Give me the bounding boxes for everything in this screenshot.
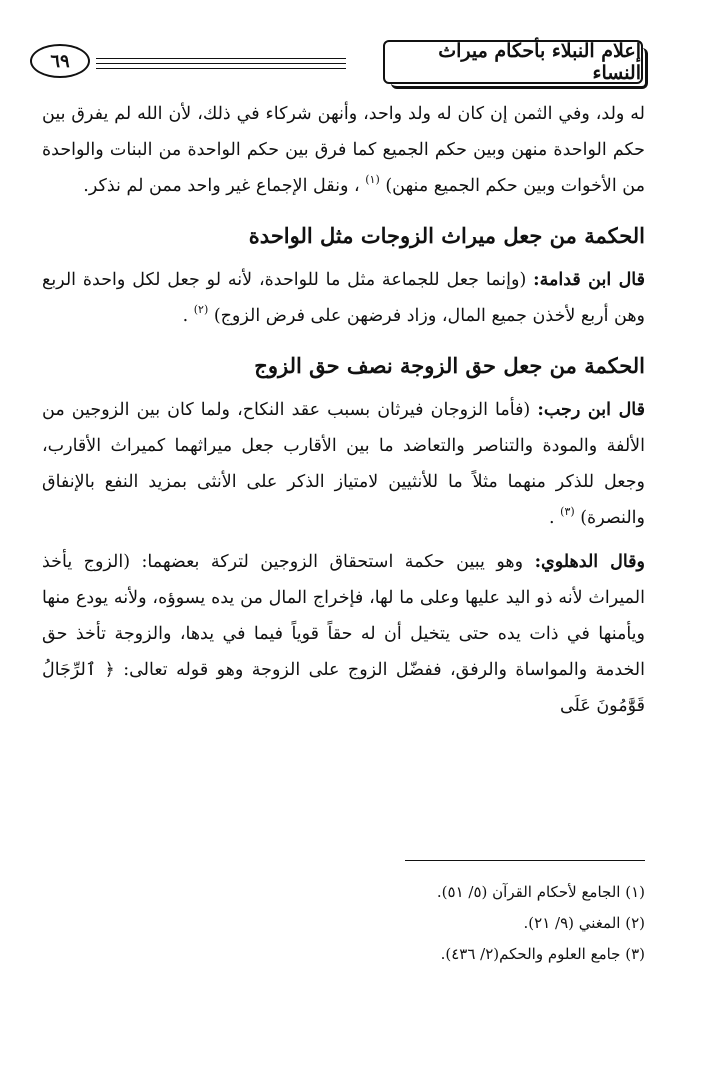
quote-author: قال ابن قدامة: xyxy=(533,270,645,290)
header-rule xyxy=(96,68,346,69)
footnote-ref: (٢) xyxy=(193,303,209,316)
paragraph-text: ، ونقل الإجماع غير واحد ممن لم نذكر. xyxy=(83,176,360,196)
footnote: (٣) جامع العلوم والحكم(٢/ ٤٣٦). xyxy=(440,945,645,963)
paragraph xyxy=(42,392,645,536)
paragraph-text: . xyxy=(182,306,189,326)
page-number: ٦٩ xyxy=(30,44,90,78)
paragraph-text: . xyxy=(548,508,555,528)
section-heading: الحكمة من جعل ميراث الزوجات مثل الواحدة xyxy=(248,223,645,248)
footnotes xyxy=(405,860,645,970)
quote-author: قال ابن رجب: xyxy=(537,400,645,420)
header-rule xyxy=(96,63,346,64)
book-title-text: إعلام النبلاء بأحكام ميراث النساء xyxy=(438,40,641,84)
section-heading: الحكمة من جعل حق الزوجة نصف حق الزوج xyxy=(254,353,645,378)
quote-author: وقال الدهلوي: xyxy=(534,552,645,572)
paragraph-text: له ولد، وفي الثمن إن كان له ولد واحد، وأنهن شركاء في ذلك، لأن الله لم يفرق بين حكم الواحدة منهن وبين حكم الجميع كما فرق بين حكم الواحدة من البنات والواحدة من الأخوات وبين حكم الجميع منهن) xyxy=(42,104,645,196)
paragraph-text: (فأما الزوجان فيرثان بسبب عقد النكاح، ولما كان بين الزوجين من الألفة والمودة والتناصر والتعاضد ما بين الأقارب جعل ميراثهما كميراث الأقارب، وجعل للذكر منهما مثلاً ما للأنثيين لامتياز الذكر على الأنثى بمزيد النفع بالإنفاق والنصرة) xyxy=(42,400,645,528)
footnote-ref: (٣) xyxy=(560,505,575,518)
paragraph xyxy=(42,96,645,204)
paragraph-text: وهو يبين حكمة استحقاق الزوجين لتركة بعضهما: (الزوج يأخذ الميراث لأنه ذو اليد عليها وعلى ما لها، فإخراج المال من يده يسوؤه، ولأنه يودع منها ويأمنها في ذات يده حتى يتخيل أن له حقاً قوياً فيما في يدها، والزوجة تأخذ حق الخدمة والمواساة والرفق، ففضّل الزوج على الزوجة وهو قوله تعالى: ﴿ ٱلرِّجَالُ قَوَّٰمُونَ عَلَى xyxy=(42,552,645,716)
paragraph-text: (وإنما جعل للجماعة مثل ما للواحدة، لأنه لو جعل لكل واحدة الربع وهن أربع لأخذن جميع المال، وزاد فرضهن على فرض الزوج) xyxy=(42,270,645,326)
header-rule xyxy=(96,58,346,59)
page-header xyxy=(0,0,717,110)
main-text xyxy=(42,96,645,732)
footnote-ref: (١) xyxy=(365,173,380,186)
paragraph xyxy=(42,262,645,334)
footnote: (٢) المغني (٩/ ٢١). xyxy=(523,914,645,932)
footnote: (١) الجامع لأحكام القرآن (٥/ ٥١). xyxy=(436,883,645,901)
book-title xyxy=(383,40,643,84)
paragraph xyxy=(42,544,645,724)
